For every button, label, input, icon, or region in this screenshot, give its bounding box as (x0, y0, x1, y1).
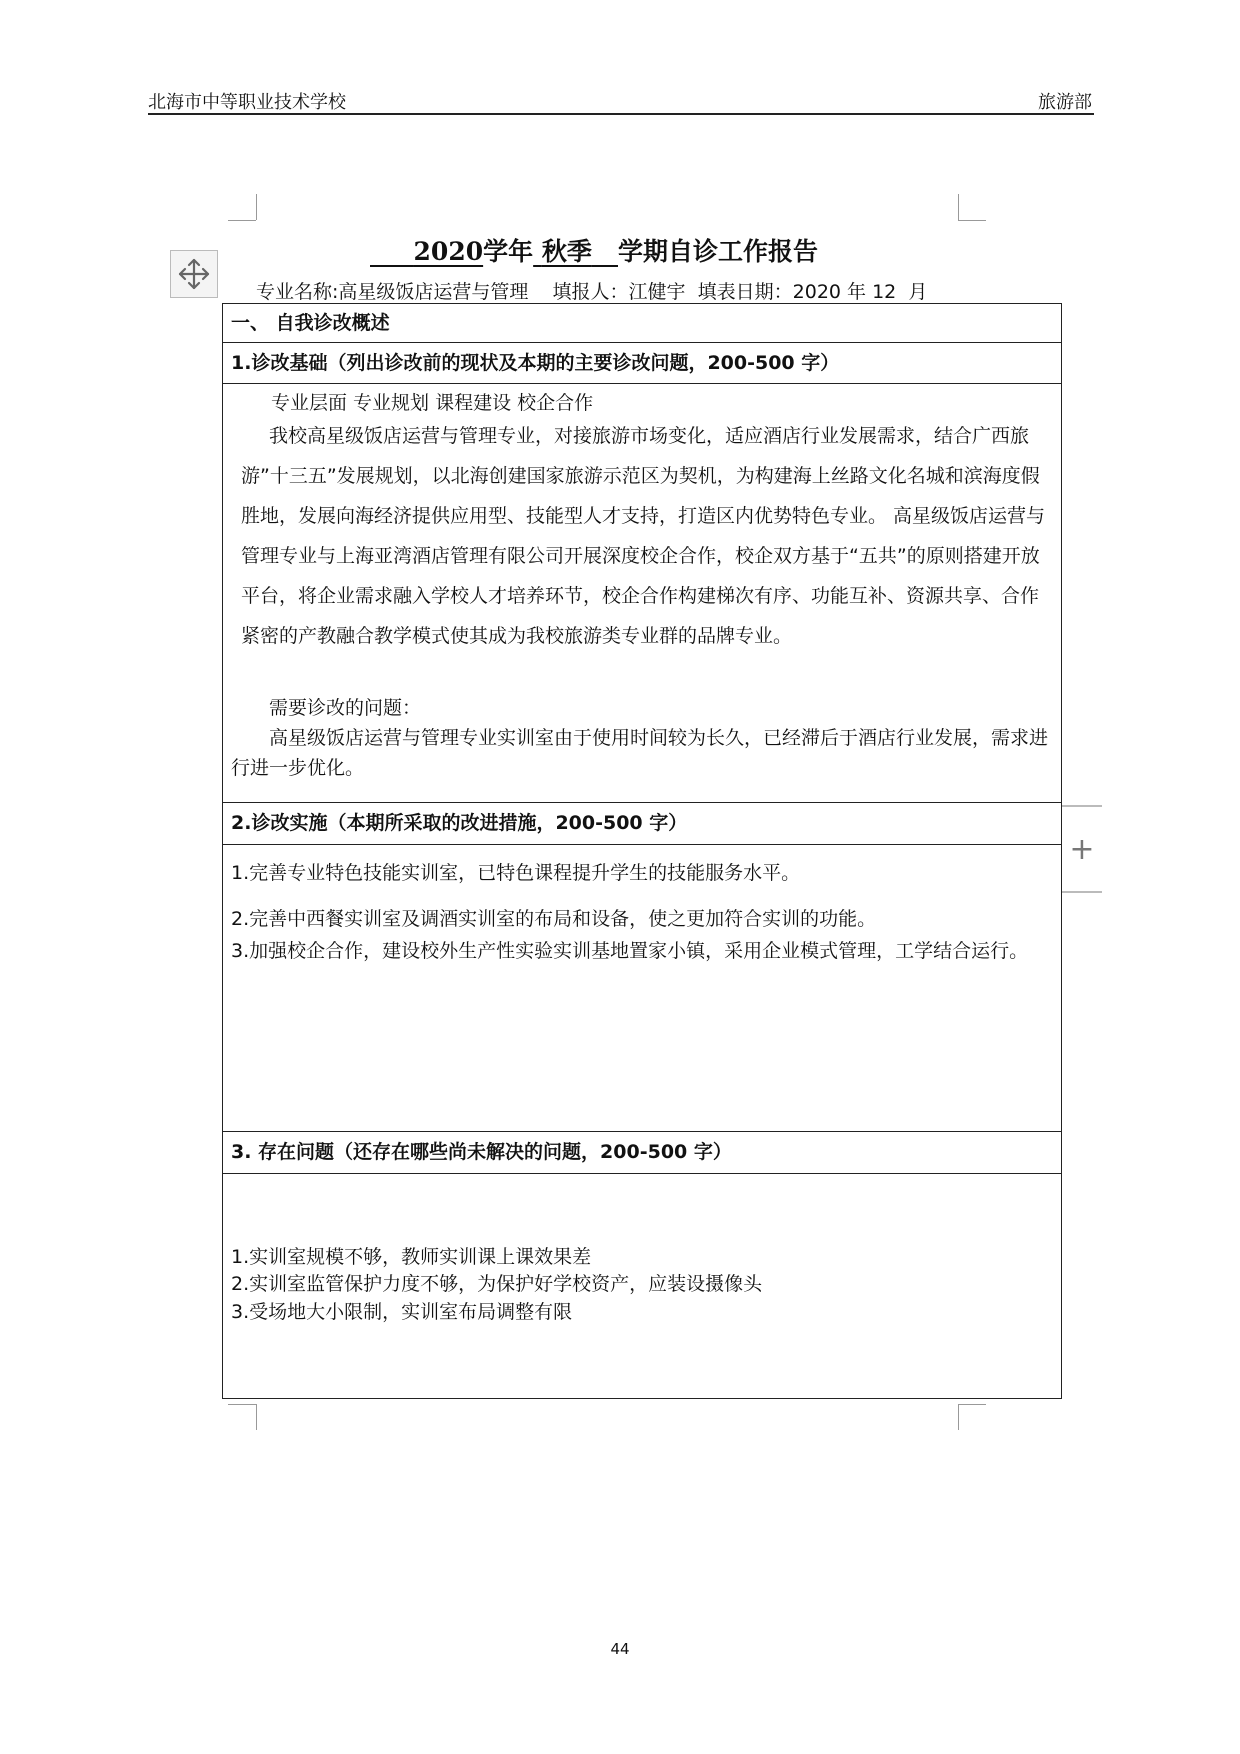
move-arrows-icon (177, 257, 211, 291)
crop-mark (228, 220, 256, 221)
problem-item: 2.实训室监管保护力度不够，为保护好学校资产，应装设摄像头 (231, 1273, 763, 1295)
table-divider (223, 1131, 1061, 1132)
add-row-button[interactable] (1062, 805, 1102, 893)
header-department: 旅游部 (1038, 92, 1092, 113)
table-divider (223, 844, 1061, 845)
implementation-item: 3.加强校企合作，建设校外生产性实验实训基地置家小镇，采用企业模式管理，工学结合运行。 (231, 940, 1029, 962)
implementation-item: 1.完善专业特色技能实训室，已特色课程提升学生的技能服务水平。 (231, 862, 801, 884)
plus-icon: + (1069, 831, 1095, 867)
title-term: 秋季 (541, 237, 592, 266)
implementation-item: 2.完善中西餐实训室及调酒实训室的布局和设备，使之更加符合实训的功能。 (231, 908, 877, 930)
crop-mark (256, 1404, 257, 1430)
problem-item: 3.受场地大小限制，实训室布局调整有限 (231, 1301, 573, 1323)
report-subtitle: 专业名称:高星级饭店运营与管理 填报人：江健宇 填表日期：2020 年 12 月 (256, 281, 928, 303)
header-school: 北海市中等职业技术学校 (148, 92, 346, 113)
crop-mark (958, 1404, 986, 1405)
basis-issues-label: 需要诊改的问题： (269, 697, 422, 719)
table-divider (223, 1173, 1061, 1174)
problems-heading: 3. 存在问题（还存在哪些尚未解决的问题，200-500 字） (231, 1141, 732, 1163)
basis-issues-text: 高星级饭店运营与管理专业实训室由于使用时间较为长久，已经滞后于酒店行业发展，需求进行进一步优化。 (231, 727, 1049, 779)
title-year: 2020 (413, 237, 484, 266)
table-divider (223, 383, 1061, 384)
overview-heading: 一、 自我诊改概述 (231, 312, 390, 334)
table-move-handle[interactable] (170, 250, 218, 298)
page-number: 44 (610, 1640, 630, 1658)
crop-mark (958, 1404, 959, 1430)
crop-mark (228, 1404, 256, 1405)
title-rest: 学期自诊工作报告 (618, 237, 819, 266)
implementation-heading: 2.诊改实施（本期所采取的改进措施，200-500 字） (231, 812, 688, 834)
report-table (222, 303, 1062, 1399)
basis-heading: 1.诊改基础（列出诊改前的现状及本期的主要诊改问题，200-500 字） (231, 352, 840, 374)
report-title (370, 232, 818, 268)
crop-mark (958, 220, 986, 221)
table-divider (223, 342, 1061, 343)
title-year-label: 学年 (483, 237, 534, 266)
basis-body: 我校高星级饭店运营与管理专业，对接旅游市场变化，适应酒店行业发展需求，结合广西旅游”十三五”发展规划，以北海创建国家旅游示范区为契机，为构建海上丝路文化名城和滨海度假胜地，发展向海经济提供应用型、技能型人才支持，打造区内优势特色专业。 高星级饭店运营与管理专业与上海亚湾酒店管理有限公司开展深度校企合作，校企双方基于“五共”的原则搭建开放平台，将企业需求融入学校人才培养环节，校企合作构建梯次有序、功能互补、资源共享、合作紧密的产教融合教学模式使其成为我校旅游类专业群的品牌专业。 (241, 425, 1046, 647)
crop-mark (958, 194, 959, 220)
problem-item: 1.实训室规模不够，教师实训课上课效果差 (231, 1246, 592, 1268)
basis-focus: 专业层面 专业规划 课程建设 校企合作 (271, 392, 594, 414)
header-rule (148, 113, 1094, 115)
table-divider (223, 802, 1061, 803)
crop-mark (256, 194, 257, 220)
